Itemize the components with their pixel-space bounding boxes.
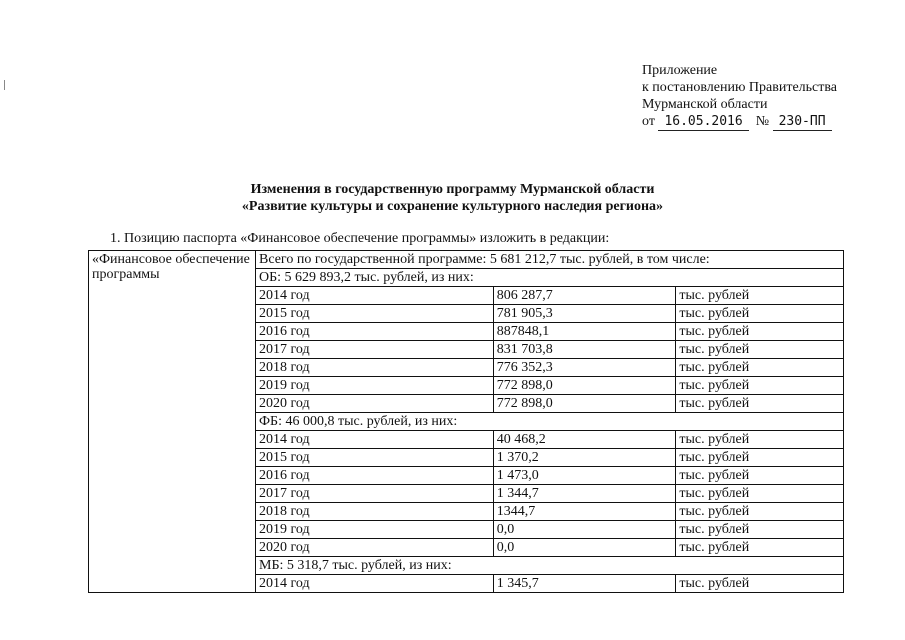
unit-cell: тыс. рублей [676, 377, 844, 395]
unit-cell: тыс. рублей [676, 395, 844, 413]
value-cell: 781 905,3 [493, 305, 676, 323]
appendix-line-3: Мурманской области [642, 97, 768, 112]
value-cell: 40 468,2 [493, 431, 676, 449]
year-cell: 2014 год [256, 431, 494, 449]
value-cell: 1344,7 [493, 503, 676, 521]
decree-date: 16.05.2016 [658, 113, 748, 131]
value-cell: 772 898,0 [493, 395, 676, 413]
year-cell: 2020 год [256, 539, 494, 557]
unit-cell: тыс. рублей [676, 521, 844, 539]
unit-cell: тыс. рублей [676, 503, 844, 521]
year-cell: 2015 год [256, 449, 494, 467]
year-cell: 2020 год [256, 395, 494, 413]
year-cell: 2018 год [256, 503, 494, 521]
value-cell: 831 703,8 [493, 341, 676, 359]
value-cell: 772 898,0 [493, 377, 676, 395]
mb-header: МБ: 5 318,7 тыс. рублей, из них: [256, 557, 844, 575]
scan-artifact [4, 80, 5, 90]
fb-header: ФБ: 46 000,8 тыс. рублей, из них: [256, 413, 844, 431]
table-row [89, 251, 844, 269]
year-cell: 2015 год [256, 305, 494, 323]
title-line-1: Изменения в государственную программу Мурманской области [250, 182, 655, 197]
year-cell: 2014 год [256, 575, 494, 593]
appendix-line-1: Приложение [642, 63, 718, 78]
unit-cell: тыс. рублей [676, 467, 844, 485]
year-cell: 2019 год [256, 521, 494, 539]
year-cell: 2019 год [256, 377, 494, 395]
value-cell: 1 473,0 [493, 467, 676, 485]
value-cell: 0,0 [493, 539, 676, 557]
year-cell: 2016 год [256, 467, 494, 485]
unit-cell: тыс. рублей [676, 341, 844, 359]
appendix-date-line [642, 113, 837, 131]
year-cell: 2016 год [256, 323, 494, 341]
section-label: «Финансовое обеспечение программы [89, 251, 256, 593]
year-cell: 2014 год [256, 287, 494, 305]
document-title [0, 181, 905, 215]
unit-cell: тыс. рублей [676, 485, 844, 503]
value-cell: 887848,1 [493, 323, 676, 341]
unit-cell: тыс. рублей [676, 449, 844, 467]
value-cell: 1 345,7 [493, 575, 676, 593]
title-line-2: «Развитие культуры и сохранение культурного наследия региона» [241, 199, 664, 214]
financing-table [88, 250, 844, 593]
unit-cell: тыс. рублей [676, 539, 844, 557]
appendix-line-2: к постановлению Правительства [642, 80, 838, 95]
value-cell: 1 370,2 [493, 449, 676, 467]
unit-cell: тыс. рублей [676, 575, 844, 593]
ob-header: ОБ: 5 629 893,2 тыс. рублей, из них: [256, 269, 844, 287]
total-row: Всего по государственной программе: 5 681 212,7 тыс. рублей, в том числе: [256, 251, 844, 269]
intro-paragraph: 1. Позицию паспорта «Финансовое обеспечение программы» изложить в редакции: [110, 231, 610, 246]
unit-cell: тыс. рублей [676, 431, 844, 449]
value-cell: 806 287,7 [493, 287, 676, 305]
from-label: от [642, 114, 655, 129]
unit-cell: тыс. рублей [676, 359, 844, 377]
appendix-block [642, 62, 837, 131]
unit-cell: тыс. рублей [676, 305, 844, 323]
value-cell: 0,0 [493, 521, 676, 539]
unit-cell: тыс. рублей [676, 323, 844, 341]
unit-cell: тыс. рублей [676, 287, 844, 305]
value-cell: 776 352,3 [493, 359, 676, 377]
year-cell: 2018 год [256, 359, 494, 377]
year-cell: 2017 год [256, 341, 494, 359]
value-cell: 1 344,7 [493, 485, 676, 503]
financing-table-body [89, 251, 844, 593]
year-cell: 2017 год [256, 485, 494, 503]
decree-number: 230-ПП [773, 113, 832, 131]
number-label: № [755, 114, 770, 129]
